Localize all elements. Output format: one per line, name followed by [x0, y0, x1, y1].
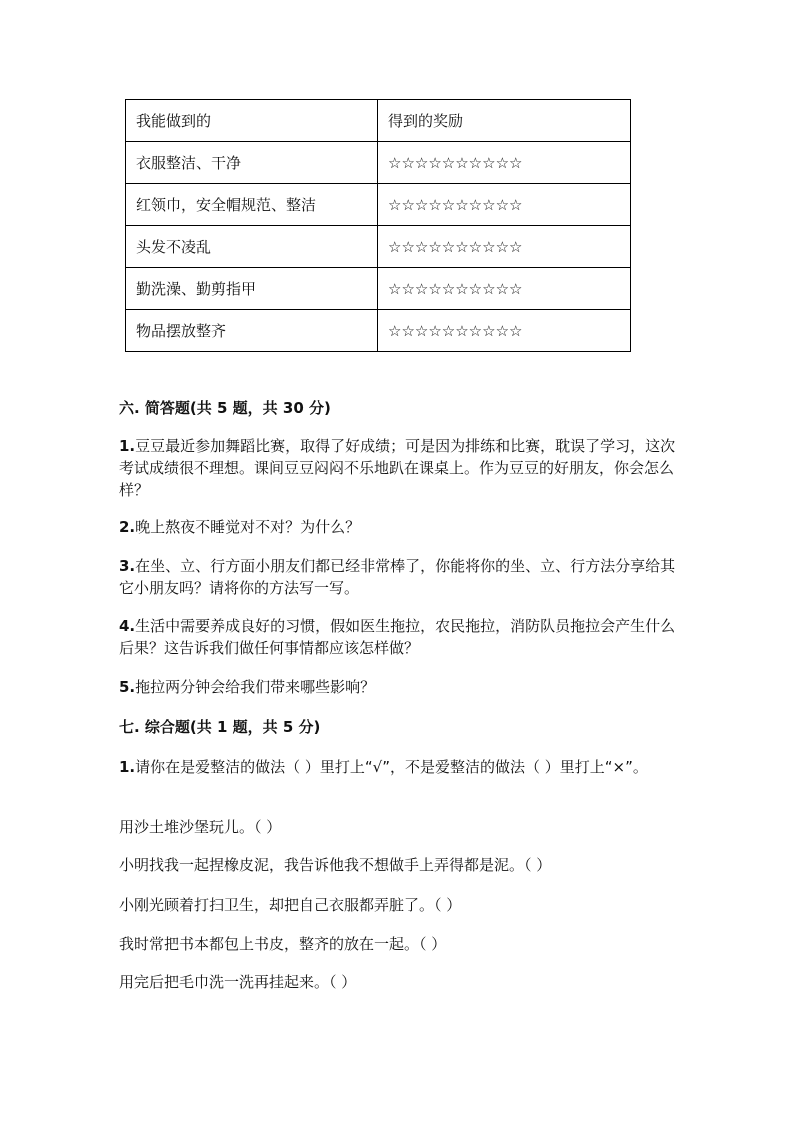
question-6-3 [119, 555, 679, 599]
table-row [126, 310, 631, 352]
question-number: 2. [119, 518, 136, 536]
question-text: 晚上熬夜不睡觉对不对？为什么？ [135, 518, 361, 536]
star-reward-cell: ☆☆☆☆☆☆☆☆☆☆ [378, 142, 631, 184]
judgement-item: 用沙土堆沙堡玩儿。（ ） [119, 818, 282, 836]
question-text: 豆豆最近参加舞蹈比赛，取得了好成绩；可是因为排练和比赛，耽误了学习，这次考试成绩很不理想。课间豆豆闷闷不乐地趴在课桌上。作为豆豆的好朋友，你会怎么样？ [119, 437, 676, 499]
behavior-cell: 勤洗澡、勤剪指甲 [126, 268, 378, 310]
section-6-title: 六. 简答题(共 5 题，共 30 分) [119, 399, 331, 417]
star-reward-cell: ☆☆☆☆☆☆☆☆☆☆ [378, 310, 631, 352]
question-text: 拖拉两分钟会给我们带来哪些影响？ [135, 678, 376, 696]
table-header-cell: 我能做到的 [126, 100, 378, 142]
question-6-5 [119, 676, 679, 698]
behavior-cell: 头发不凌乱 [126, 226, 378, 268]
judgement-item: 我时常把书本都包上书皮，整齐的放在一起。（ ） [119, 935, 447, 953]
question-text: 生活中需要养成良好的习惯，假如医生拖拉，农民拖拉，消防队员拖拉会产生什么后果？这告诉我们做任何事情都应该怎样做？ [119, 617, 676, 657]
question-6-4 [119, 615, 679, 659]
behavior-cell: 物品摆放整齐 [126, 310, 378, 352]
question-text: 在坐、立、行方面小朋友们都已经非常棒了，你能将你的坐、立、行方法分享给其它小朋友吗？请将你的方法写一写。 [119, 557, 676, 597]
table-row [126, 184, 631, 226]
section-7-title: 七. 综合题(共 1 题，共 5 分) [119, 718, 321, 736]
star-reward-cell: ☆☆☆☆☆☆☆☆☆☆ [378, 184, 631, 226]
behavior-cell: 衣服整洁、干净 [126, 142, 378, 184]
question-7-1 [119, 756, 679, 778]
table-row [126, 226, 631, 268]
reward-table [125, 99, 631, 352]
question-6-1 [119, 435, 679, 501]
question-number: 3. [119, 557, 136, 575]
star-reward-cell: ☆☆☆☆☆☆☆☆☆☆ [378, 268, 631, 310]
table-row [126, 268, 631, 310]
star-reward-cell: ☆☆☆☆☆☆☆☆☆☆ [378, 226, 631, 268]
question-number: 1. [119, 758, 136, 776]
table-header-cell: 得到的奖励 [378, 100, 631, 142]
behavior-cell: 红领巾，安全帽规范、整洁 [126, 184, 378, 226]
question-6-2 [119, 516, 679, 538]
question-text: 请你在是爱整洁的做法（ ）里打上“√”，不是爱整洁的做法（ ）里打上“×”。 [135, 758, 648, 776]
judgement-item: 小刚光顾着打扫卫生，却把自己衣服都弄脏了。（ ） [119, 896, 462, 914]
question-number: 1. [119, 437, 136, 455]
judgement-item: 小明找我一起捏橡皮泥，我告诉他我不想做手上弄得都是泥。（ ） [119, 856, 552, 874]
table-row [126, 142, 631, 184]
question-number: 5. [119, 678, 136, 696]
table-header-row [126, 100, 631, 142]
question-number: 4. [119, 617, 136, 635]
judgement-item: 用完后把毛巾洗一洗再挂起来。（ ） [119, 973, 357, 991]
